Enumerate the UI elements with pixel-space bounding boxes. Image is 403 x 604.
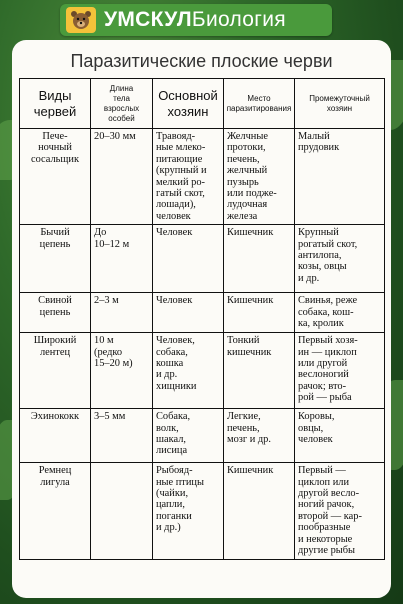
cell-main-host: Травояд- ные млеко- питающие (крупный и мелкий ро- гатый скот, лошади), человек xyxy=(153,129,224,225)
bear-logo-icon xyxy=(66,7,96,33)
column-header-location xyxy=(224,79,295,129)
page-title: Паразитические плоские черви xyxy=(70,51,333,71)
cell-location: Кишечник xyxy=(224,293,295,333)
cell-location: Тонкий кишечник xyxy=(224,333,295,409)
column-header-species xyxy=(20,79,91,129)
cell-species: Широкий лентец xyxy=(20,333,91,409)
table-row xyxy=(20,225,385,293)
cell-intermediate-host: Коровы, овцы, человек xyxy=(295,409,385,463)
cell-length: 20–30 мм xyxy=(91,129,153,225)
cell-main-host: Собака, волк, шакал, лисица xyxy=(153,409,224,463)
column-header-length xyxy=(91,79,153,129)
cell-intermediate-host: Крупный рогатый скот, антилопа, козы, овцы и др. xyxy=(295,225,385,293)
brand-banner xyxy=(60,4,332,36)
column-header-text: Промежуточный хозяин xyxy=(309,93,370,113)
column-header-intermediate-host xyxy=(295,79,385,129)
cell-species: Эхинококк xyxy=(20,409,91,463)
cell-species: Пече- ночный сосальщик xyxy=(20,129,91,225)
table-row xyxy=(20,409,385,463)
table-row xyxy=(20,463,385,559)
cell-location: Кишечник xyxy=(224,463,295,559)
table-row xyxy=(20,333,385,409)
table-row xyxy=(20,129,385,225)
cell-length xyxy=(91,463,153,559)
cell-species: Свиной цепень xyxy=(20,293,91,333)
parasites-table xyxy=(19,78,385,560)
cell-length: 2–3 м xyxy=(91,293,153,333)
cell-length: До 10–12 м xyxy=(91,225,153,293)
cell-intermediate-host: Малый прудовик xyxy=(295,129,385,225)
cell-location: Кишечник xyxy=(224,225,295,293)
cell-location: Легкие, печень, мозг и др. xyxy=(224,409,295,463)
cell-main-host: Рыбояд- ные птицы (чайки, цапли, поганки и др.) xyxy=(153,463,224,559)
brand-name-bold: УМСКУЛ xyxy=(104,8,192,31)
cell-main-host: Человек xyxy=(153,225,224,293)
cell-location: Желчные протоки, печень, желчный пузырь или подже- лудочная железа xyxy=(224,129,295,225)
cell-length: 10 м (редко 15–20 м) xyxy=(91,333,153,409)
brand-name xyxy=(104,8,286,32)
brand-name-rest: Биология xyxy=(191,8,286,31)
cell-intermediate-host: Свинья, реже собака, кош- ка, кролик xyxy=(295,293,385,333)
column-header-text: Место паразитирования xyxy=(226,93,292,113)
content-card xyxy=(12,40,391,598)
cell-species: Ремнец лигула xyxy=(20,463,91,559)
column-header-text: Основной хозяин xyxy=(158,87,218,119)
table-header-row xyxy=(20,79,385,129)
cell-intermediate-host: Первый — циклоп или другой весло- ногий рачок, второй — кар- пообразные и некоторые другие рыбы xyxy=(295,463,385,559)
column-header-text: Длина тела взрослых особей xyxy=(103,83,140,123)
column-header-text: Виды червей xyxy=(33,87,77,119)
cell-main-host: Человек xyxy=(153,293,224,333)
column-header-main-host xyxy=(153,79,224,129)
cell-length: 3–5 мм xyxy=(91,409,153,463)
cell-intermediate-host: Первый хозя- ин — циклоп или другой веслоногий рачок; вто- рой — рыба xyxy=(295,333,385,409)
cell-species: Бычий цепень xyxy=(20,225,91,293)
cell-main-host: Человек, собака, кошка и др. хищники xyxy=(153,333,224,409)
bear-face-icon xyxy=(70,10,92,30)
table-row xyxy=(20,293,385,333)
